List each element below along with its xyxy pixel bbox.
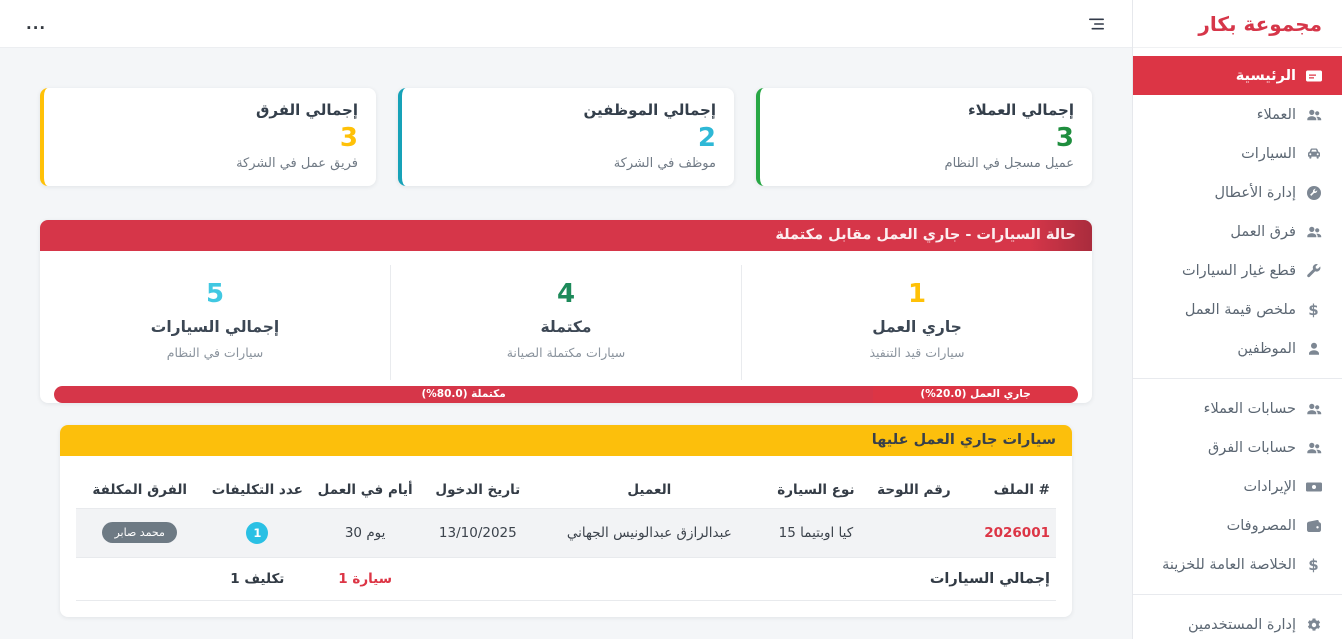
cell-assigned-team	[76, 508, 203, 557]
col-entry-date: تاريخ الدخول	[419, 472, 537, 509]
sidebar-item-teams[interactable]	[1133, 212, 1342, 251]
table-header-row	[76, 472, 1056, 509]
sidebar-item-label: السيارات	[1241, 145, 1296, 162]
summary-cards-row	[40, 88, 1092, 186]
total-cars: 1 سيارة	[311, 557, 419, 600]
cars-table	[76, 472, 1056, 601]
sidebar-item-label: المصروفات	[1226, 517, 1296, 534]
sidebar-divider	[1133, 378, 1342, 379]
sidebar-item-clients[interactable]	[1133, 95, 1342, 134]
table-row	[76, 508, 1056, 557]
cars-status-section	[40, 220, 1092, 403]
overflow-menu-button[interactable]: ...	[26, 14, 47, 33]
sidebar-item-treasury-summary[interactable]	[1133, 545, 1342, 584]
cell-client: عبدالرازق عبدالونيس الجهاني	[537, 508, 762, 557]
users-icon	[1305, 106, 1322, 123]
cell-plate-number	[870, 508, 958, 557]
sidebar-item-label: الخلاصة العامة للخزينة	[1162, 556, 1296, 573]
team-badge: محمد صابر	[102, 522, 176, 543]
wrench-icon	[1305, 262, 1322, 279]
col-assigned-teams: الفرق المكلفة	[76, 472, 203, 509]
stat-value: 5	[205, 278, 225, 309]
stat-total-cars	[40, 265, 391, 380]
cars-status-header: حالة السيارات - جاري العمل مقابل مكتملة	[40, 220, 1092, 251]
money-bill-icon	[1305, 478, 1322, 495]
sidebar-item-label: قطع غيار السيارات	[1182, 262, 1296, 279]
wallet-icon	[1305, 517, 1322, 534]
progress-segment-in-progress: جاري العمل (20.0%)	[873, 386, 1078, 403]
stat-value: 1	[907, 278, 927, 309]
col-file-number: # الملف	[958, 472, 1056, 509]
card-value: 3	[1055, 123, 1074, 153]
sidebar-item-label: ملخص قيمة العمل	[1184, 301, 1296, 318]
card-title: إجمالي الموظفين	[583, 101, 716, 119]
card-total-teams	[40, 88, 376, 186]
assignments-count-badge: 1	[246, 522, 268, 544]
car-icon	[1305, 145, 1322, 162]
sidebar-item-label: العملاء	[1256, 106, 1296, 123]
cell-entry-date: 13/10/2025	[419, 508, 537, 557]
stat-sublabel: سيارات قيد التنفيذ	[869, 344, 965, 360]
total-assignments: 1 تكليف	[203, 557, 311, 600]
sidebar-item-employees[interactable]	[1133, 329, 1342, 368]
card-subtitle: فريق عمل في الشركة	[236, 155, 358, 171]
sidebar-toggle-button[interactable]	[1088, 16, 1106, 32]
dashboard-icon	[1305, 67, 1322, 84]
sidebar	[1132, 0, 1342, 639]
sidebar-item-label: إدارة الأعطال	[1214, 184, 1296, 201]
sidebar-item-label: الموظفين	[1237, 340, 1296, 357]
sidebar-nav	[1133, 48, 1342, 639]
card-title: إجمالي الفرق	[256, 101, 358, 119]
stat-sublabel: سيارات مكتملة الصيانة	[506, 344, 626, 360]
work-in-progress-section	[60, 425, 1072, 617]
hamburger-icon	[1088, 16, 1106, 32]
stat-sublabel: سيارات في النظام	[166, 344, 264, 360]
cell-assignments-count	[203, 508, 311, 557]
sidebar-item-label: إدارة المستخدمين	[1187, 616, 1296, 633]
col-days-in-work: أيام في العمل	[311, 472, 419, 509]
sidebar-item-cars[interactable]	[1133, 134, 1342, 173]
sidebar-item-user-management[interactable]	[1133, 605, 1342, 639]
sidebar-divider	[1133, 594, 1342, 595]
sidebar-item-revenues[interactable]	[1133, 467, 1342, 506]
cell-file-number[interactable]: 2026001	[958, 508, 1056, 557]
stat-label: مكتملة	[540, 317, 592, 336]
wrench-circle-icon	[1305, 184, 1322, 201]
card-title: إجمالي العملاء	[967, 101, 1074, 119]
stat-in-progress	[742, 265, 1092, 380]
dollar-icon: $	[1308, 555, 1319, 574]
team-icon	[1305, 223, 1322, 240]
card-subtitle: موظف في الشركة	[613, 155, 716, 171]
progress-segment-completed: مكتملة (80.0%)	[54, 386, 873, 403]
sidebar-item-label: فرق العمل	[1230, 223, 1296, 240]
users-icon	[1305, 400, 1322, 417]
topbar	[0, 0, 1132, 48]
cell-days-in-work: 30 يوم	[311, 508, 419, 557]
sidebar-item-home[interactable]	[1133, 56, 1342, 95]
team-icon	[1305, 439, 1322, 456]
card-value: 3	[339, 123, 358, 153]
dollar-icon: $	[1308, 300, 1319, 319]
col-client: العميل	[537, 472, 762, 509]
stat-value: 4	[556, 278, 576, 309]
total-teams-empty	[76, 557, 203, 600]
brand-title: مجموعة بكار	[1133, 0, 1342, 48]
col-assignments-count: عدد التكليفات	[203, 472, 311, 509]
stat-label: إجمالي السيارات	[150, 317, 280, 336]
work-in-progress-body	[60, 456, 1072, 617]
card-total-clients	[756, 88, 1092, 186]
user-icon	[1305, 340, 1322, 357]
sidebar-item-client-accounts[interactable]	[1133, 389, 1342, 428]
work-in-progress-header: سيارات جاري العمل عليها	[60, 425, 1072, 456]
card-total-employees	[398, 88, 734, 186]
col-plate-number: رقم اللوحة	[870, 472, 958, 509]
sidebar-item-spare-parts[interactable]	[1133, 251, 1342, 290]
stat-label: جاري العمل	[872, 317, 962, 336]
table-total-row	[76, 557, 1056, 600]
gear-icon	[1305, 616, 1322, 633]
sidebar-item-label: الرئيسية	[1235, 67, 1296, 84]
sidebar-item-faults[interactable]	[1133, 173, 1342, 212]
card-value: 2	[697, 123, 716, 153]
dashboard-content	[0, 48, 1132, 617]
sidebar-item-label: الإيرادات	[1243, 478, 1296, 495]
sidebar-item-work-value[interactable]	[1133, 290, 1342, 329]
total-label: إجمالي السيارات	[419, 557, 1056, 600]
cars-status-stats	[40, 251, 1092, 386]
card-subtitle: عميل مسجل في النظام	[944, 155, 1074, 171]
sidebar-item-team-accounts[interactable]	[1133, 428, 1342, 467]
sidebar-item-label: حسابات العملاء	[1203, 400, 1296, 417]
sidebar-item-expenses[interactable]	[1133, 506, 1342, 545]
cell-car-type: كيا اوبتيما 15	[762, 508, 870, 557]
stat-completed	[391, 265, 742, 380]
col-car-type: نوع السيارة	[762, 472, 870, 509]
cars-status-progress-bar	[54, 386, 1078, 403]
sidebar-item-label: حسابات الفرق	[1207, 439, 1296, 456]
